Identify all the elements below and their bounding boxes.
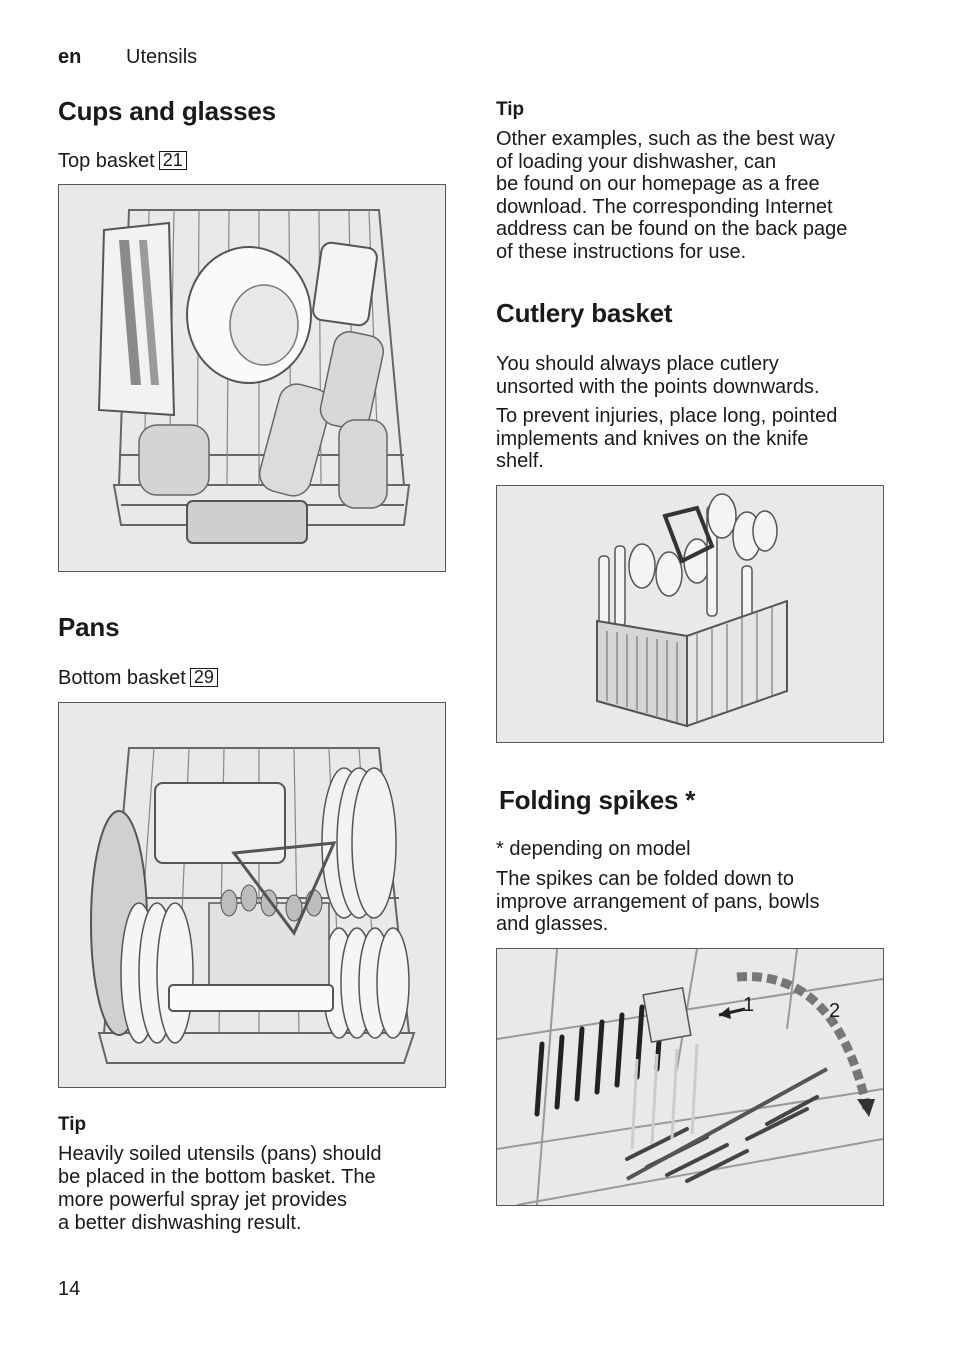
spikes-footnote: * depending on model — [496, 838, 691, 860]
callout-1: 1 — [743, 994, 755, 1016]
top-basket-illustration — [58, 184, 446, 572]
right-tip-line: Other examples, such as the best way — [496, 128, 836, 150]
pans-tip-line: a better dishwashing result. — [58, 1212, 302, 1234]
bottom-basket-number: 29 — [190, 668, 218, 687]
folding-spikes-heading: Folding spikes * — [499, 785, 696, 815]
cutlery-para-1-line: You should always place cutlery — [496, 353, 779, 375]
cutlery-para-2-line: To prevent injuries, place long, pointed — [496, 405, 838, 427]
spikes-para — [496, 868, 820, 936]
right-tip-line: of these instructions for use. — [496, 240, 747, 263]
folding-spikes-illustration — [496, 948, 884, 1206]
pans-tip-line: more powerful spray jet provides — [58, 1189, 348, 1211]
cutlery-para-2-line: implements and knives on the knife — [496, 427, 809, 450]
page-number: 14 — [58, 1278, 81, 1300]
top-basket-text: Top basket — [58, 150, 155, 172]
spikes-para-line: The spikes can be folded down to — [496, 868, 794, 890]
top-basket-number: 21 — [159, 151, 187, 170]
right-tip-label: Tip — [496, 99, 525, 120]
top-basket-label — [58, 150, 187, 173]
cutlery-para-2-line: shelf. — [496, 450, 544, 473]
cutlery-basket-drawing — [497, 486, 883, 742]
pans-tip-text — [58, 1143, 382, 1235]
pans-tip-line: Heavily soiled utensils (pans) should — [58, 1143, 382, 1165]
cutlery-heading: Cutlery basket — [496, 298, 673, 328]
right-tip-line: of loading your dishwasher, can — [496, 150, 777, 173]
cutlery-para-2 — [496, 405, 837, 473]
section-name: Utensils — [126, 46, 198, 68]
bottom-basket-drawing — [59, 703, 445, 1087]
right-tip-text — [496, 128, 847, 264]
spikes-para-line: improve arrangement of pans, bowls — [496, 890, 820, 913]
cutlery-para-1 — [496, 353, 820, 398]
pans-tip-label: Tip — [58, 1114, 87, 1135]
bottom-basket-text: Bottom basket — [58, 667, 186, 689]
top-basket-drawing — [59, 185, 445, 571]
cutlery-para-1-line: unsorted with the points downwards. — [496, 375, 820, 398]
cups-heading: Cups and glasses — [58, 96, 276, 126]
cutlery-basket-illustration — [496, 485, 884, 743]
bottom-basket-label — [58, 667, 218, 690]
right-tip-line: be found on our homepage as a free — [496, 173, 820, 196]
bottom-basket-illustration — [58, 702, 446, 1088]
folding-spikes-drawing — [497, 949, 883, 1205]
right-tip-line: address can be found on the back page — [496, 218, 848, 241]
right-tip-line: download. The corresponding Internet — [496, 195, 833, 218]
spikes-para-line: and glasses. — [496, 913, 609, 936]
callout-2: 2 — [829, 1000, 841, 1022]
pans-heading: Pans — [58, 612, 120, 642]
language-code: en — [58, 46, 82, 68]
pans-tip-line: be placed in the bottom basket. The — [58, 1166, 376, 1188]
